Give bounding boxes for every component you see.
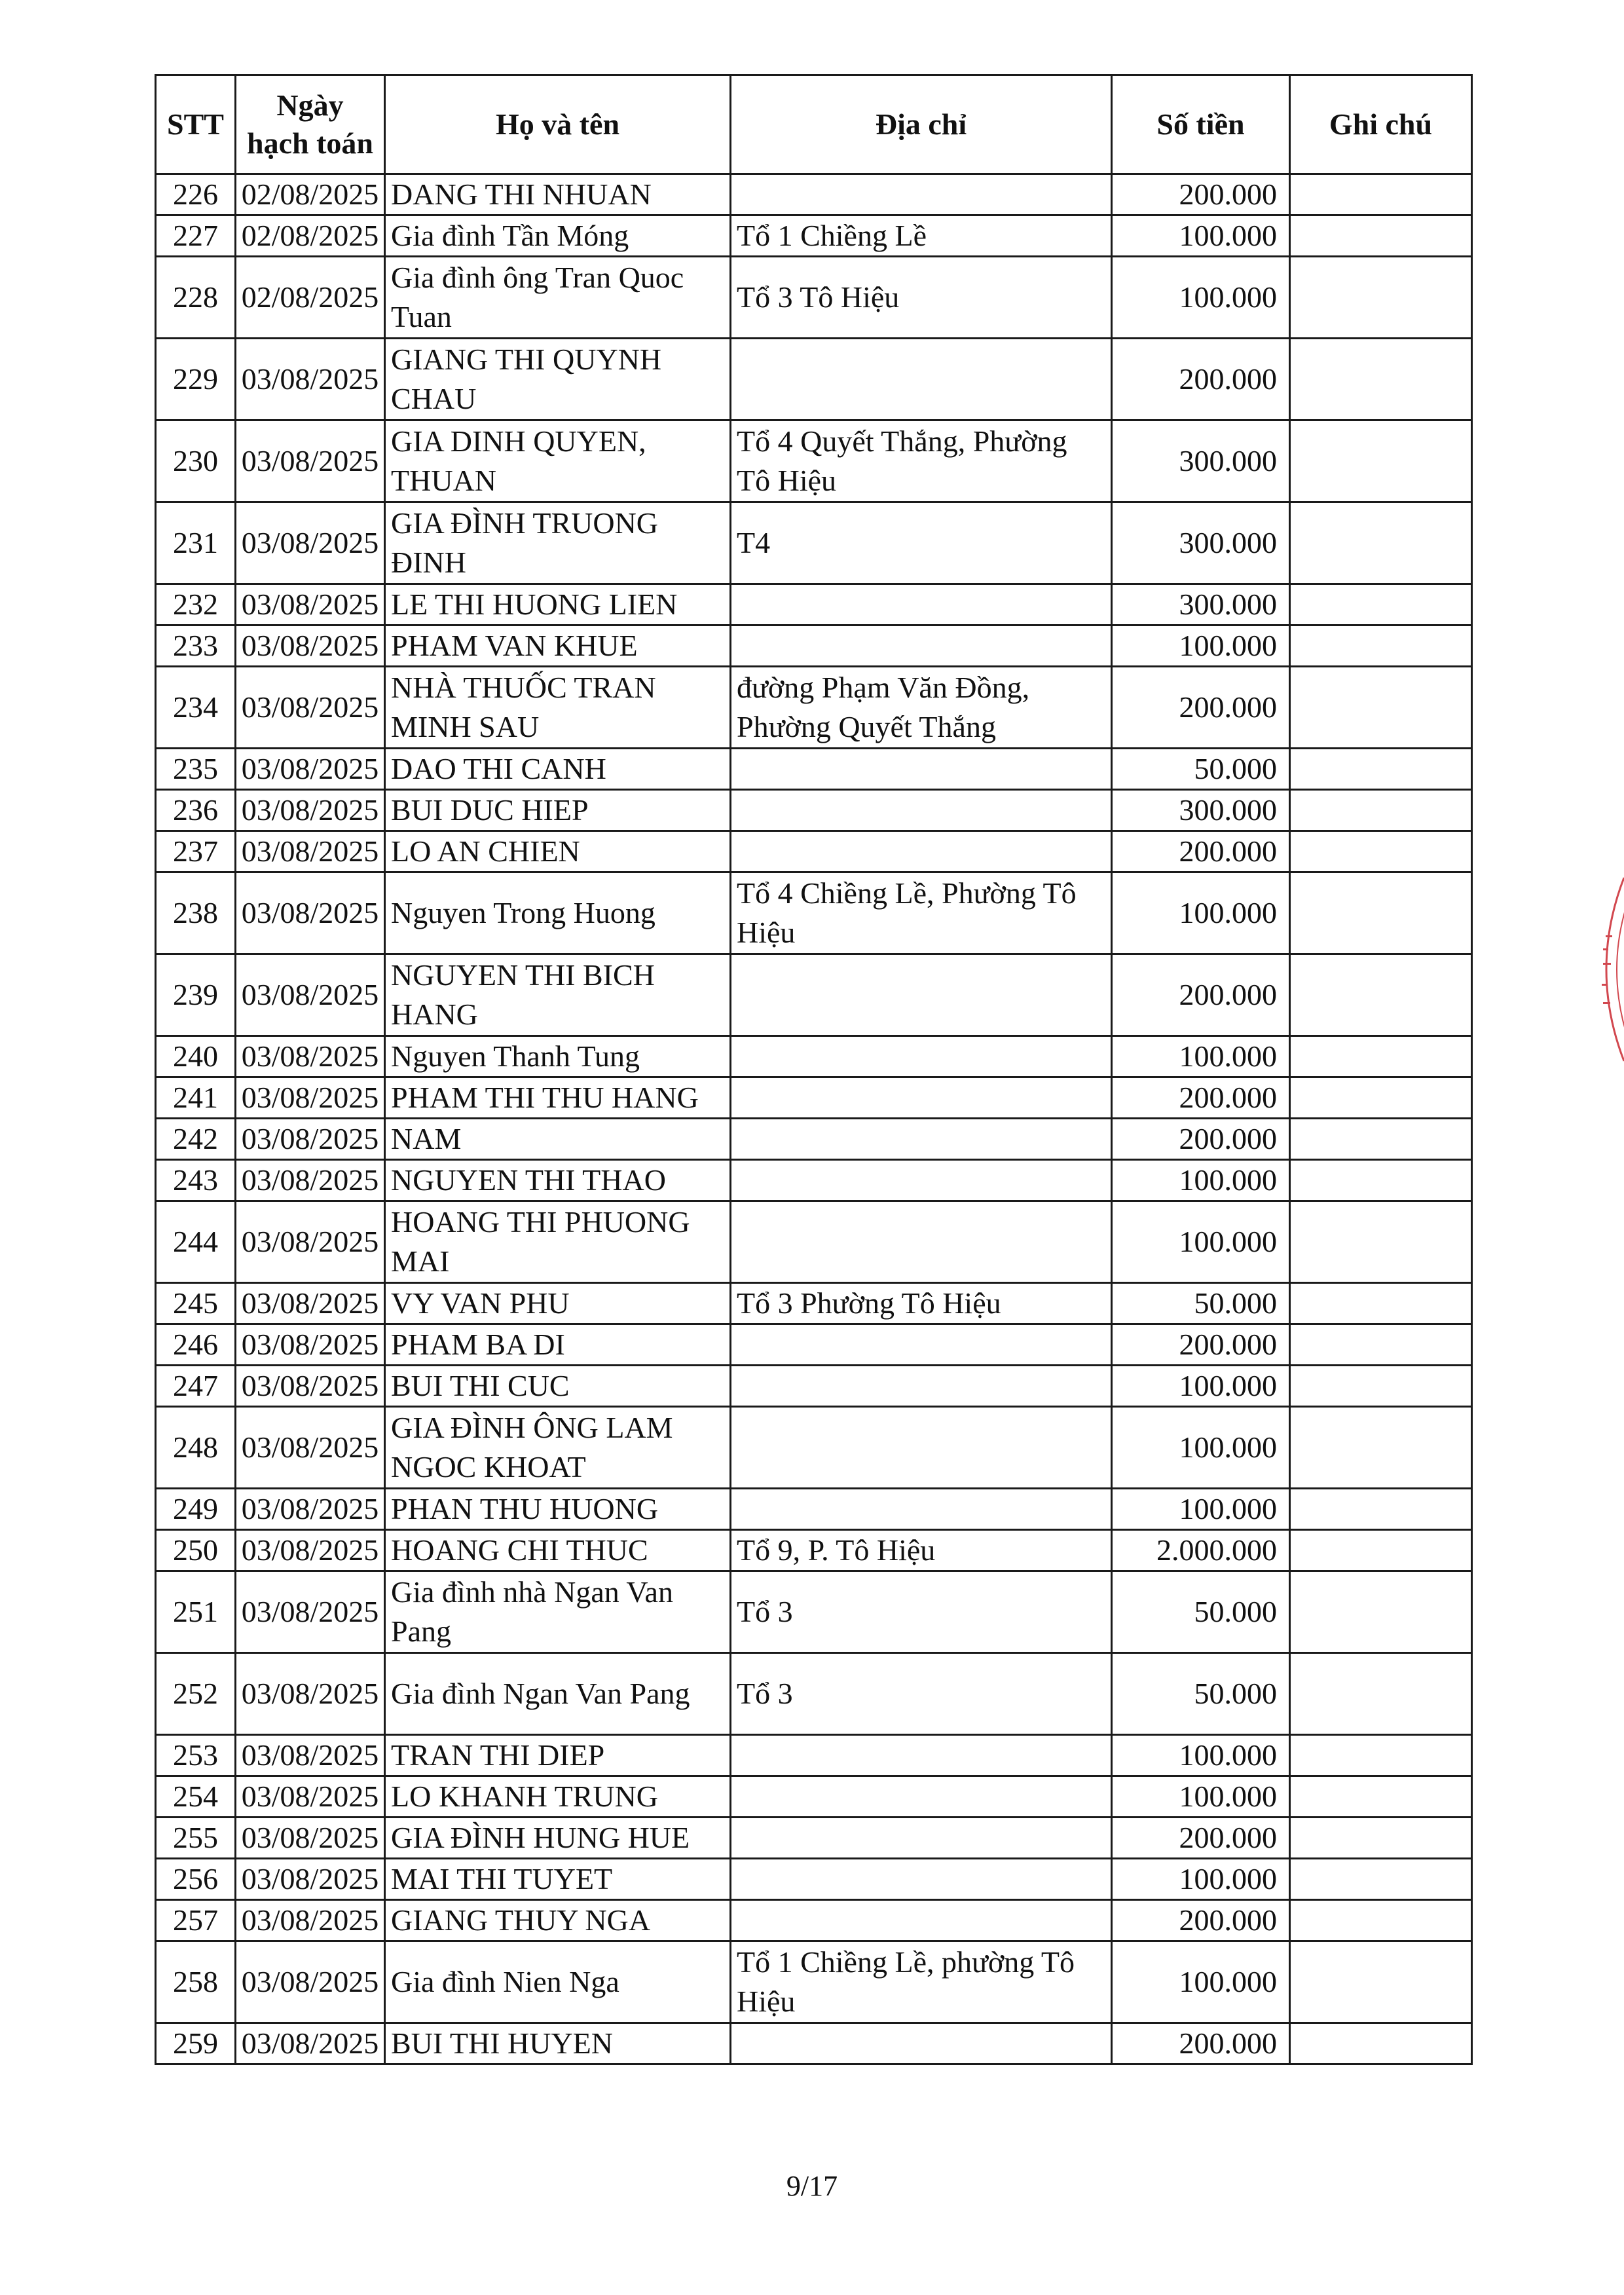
cell-amount: 100.000 (1112, 1201, 1290, 1283)
cell-stt: 252 (156, 1653, 236, 1735)
cell-stt: 247 (156, 1366, 236, 1407)
cell-date: 03/08/2025 (236, 1407, 385, 1489)
cell-stt: 258 (156, 1941, 236, 2023)
cell-note (1290, 625, 1472, 667)
cell-name: Nguyen Thanh Tung (385, 1036, 731, 1077)
cell-name: GIA ĐÌNH TRUONG ĐINH (385, 502, 731, 584)
cell-amount: 300.000 (1112, 790, 1290, 831)
cell-note (1290, 1818, 1472, 1859)
cell-name: BUI THI CUC (385, 1366, 731, 1407)
cell-name: DAO THI CANH (385, 749, 731, 790)
cell-stt: 241 (156, 1077, 236, 1119)
cell-date: 03/08/2025 (236, 872, 385, 954)
cell-address (731, 749, 1112, 790)
cell-date: 03/08/2025 (236, 1119, 385, 1160)
cell-stt: 242 (156, 1119, 236, 1160)
cell-note (1290, 1283, 1472, 1324)
header-date-line2: hạch toán (247, 126, 373, 160)
cell-amount: 200.000 (1112, 174, 1290, 215)
header-row (156, 75, 1472, 174)
cell-note (1290, 1900, 1472, 1941)
cell-amount: 300.000 (1112, 502, 1290, 584)
cell-address: Tổ 1 Chiềng Lề (731, 215, 1112, 257)
cell-date: 03/08/2025 (236, 954, 385, 1036)
cell-stt: 233 (156, 625, 236, 667)
cell-address: Tổ 3 (731, 1571, 1112, 1653)
cell-name: GIA ĐÌNH ÔNG LAM NGOC KHOAT (385, 1407, 731, 1489)
cell-name: PHAN THU HUONG (385, 1489, 731, 1530)
table-row (156, 625, 1472, 667)
cell-address (731, 584, 1112, 625)
cell-stt: 231 (156, 502, 236, 584)
cell-date: 03/08/2025 (236, 1900, 385, 1941)
cell-note (1290, 1160, 1472, 1201)
table-row (156, 667, 1472, 749)
cell-amount: 100.000 (1112, 1036, 1290, 1077)
cell-address: Tổ 4 Chiềng Lề, Phường Tô Hiệu (731, 872, 1112, 954)
cell-stt: 248 (156, 1407, 236, 1489)
cell-note (1290, 954, 1472, 1036)
cell-address: T4 (731, 502, 1112, 584)
cell-date: 03/08/2025 (236, 1653, 385, 1735)
cell-note (1290, 174, 1472, 215)
cell-amount: 200.000 (1112, 1077, 1290, 1119)
cell-note (1290, 2023, 1472, 2064)
cell-amount: 100.000 (1112, 1489, 1290, 1530)
cell-amount: 100.000 (1112, 1160, 1290, 1201)
table-row (156, 1571, 1472, 1653)
cell-date: 03/08/2025 (236, 584, 385, 625)
cell-address (731, 1818, 1112, 1859)
cell-amount: 300.000 (1112, 584, 1290, 625)
cell-address (731, 1366, 1112, 1407)
cell-name: DANG THI NHUAN (385, 174, 731, 215)
cell-date: 03/08/2025 (236, 502, 385, 584)
cell-address (731, 1119, 1112, 1160)
cell-date: 03/08/2025 (236, 2023, 385, 2064)
cell-amount: 50.000 (1112, 1653, 1290, 1735)
table-row (156, 1036, 1472, 1077)
cell-address (731, 1077, 1112, 1119)
cell-stt: 256 (156, 1859, 236, 1900)
cell-note (1290, 749, 1472, 790)
cell-name: MAI THI TUYET (385, 1859, 731, 1900)
table-row (156, 1077, 1472, 1119)
table-row (156, 1119, 1472, 1160)
table-row (156, 790, 1472, 831)
cell-name: GIANG THUY NGA (385, 1900, 731, 1941)
cell-address (731, 831, 1112, 872)
cell-stt: 237 (156, 831, 236, 872)
table-row (156, 1160, 1472, 1201)
table-row (156, 1530, 1472, 1571)
cell-amount: 100.000 (1112, 872, 1290, 954)
cell-date: 03/08/2025 (236, 1201, 385, 1283)
cell-amount: 200.000 (1112, 1818, 1290, 1859)
table-row (156, 1489, 1472, 1530)
cell-date: 03/08/2025 (236, 667, 385, 749)
table-row (156, 1941, 1472, 2023)
table-row (156, 420, 1472, 502)
header-amount: Số tiền (1112, 75, 1290, 174)
cell-address (731, 954, 1112, 1036)
cell-date: 03/08/2025 (236, 1530, 385, 1571)
cell-note (1290, 1324, 1472, 1366)
cell-address: đường Phạm Văn Đồng, Phường Quyết Thắng (731, 667, 1112, 749)
cell-address (731, 1489, 1112, 1530)
cell-name: HOANG THI PHUONG MAI (385, 1201, 731, 1283)
cell-amount: 200.000 (1112, 1900, 1290, 1941)
cell-name: GIA DINH QUYEN, THUAN (385, 420, 731, 502)
table-row (156, 1283, 1472, 1324)
cell-name: GIA ĐÌNH HUNG HUE (385, 1818, 731, 1859)
cell-note (1290, 1571, 1472, 1653)
cell-stt: 229 (156, 339, 236, 420)
table-row (156, 1900, 1472, 1941)
cell-stt: 245 (156, 1283, 236, 1324)
cell-name: Gia đình Tần Móng (385, 215, 731, 257)
cell-address (731, 1776, 1112, 1818)
table-row (156, 1776, 1472, 1818)
cell-name: NGUYEN THI BICH HANG (385, 954, 731, 1036)
cell-address: Tổ 3 Tô Hiệu (731, 257, 1112, 339)
cell-stt: 246 (156, 1324, 236, 1366)
cell-note (1290, 257, 1472, 339)
cell-address (731, 1036, 1112, 1077)
cell-name: NGUYEN THI THAO (385, 1160, 731, 1201)
cell-note (1290, 1859, 1472, 1900)
cell-date: 03/08/2025 (236, 1571, 385, 1653)
cell-date: 03/08/2025 (236, 1283, 385, 1324)
table-row (156, 872, 1472, 954)
cell-note (1290, 1036, 1472, 1077)
cell-date: 03/08/2025 (236, 749, 385, 790)
cell-note (1290, 1653, 1472, 1735)
cell-stt: 226 (156, 174, 236, 215)
cell-stt: 234 (156, 667, 236, 749)
cell-address: Tổ 3 (731, 1653, 1112, 1735)
cell-amount: 200.000 (1112, 831, 1290, 872)
table-row (156, 2023, 1472, 2064)
cell-amount: 100.000 (1112, 1366, 1290, 1407)
header-address: Địa chỉ (731, 75, 1112, 174)
cell-amount: 200.000 (1112, 2023, 1290, 2064)
cell-amount: 100.000 (1112, 1776, 1290, 1818)
cell-note (1290, 1735, 1472, 1776)
cell-name: HOANG CHI THUC (385, 1530, 731, 1571)
cell-amount: 100.000 (1112, 625, 1290, 667)
cell-address (731, 1735, 1112, 1776)
cell-stt: 235 (156, 749, 236, 790)
header-stt: STT (156, 75, 236, 174)
table-row (156, 174, 1472, 215)
cell-stt: 249 (156, 1489, 236, 1530)
cell-address: Tổ 1 Chiềng Lề, phường Tô Hiệu (731, 1941, 1112, 2023)
cell-stt: 238 (156, 872, 236, 954)
cell-stt: 240 (156, 1036, 236, 1077)
cell-amount: 100.000 (1112, 215, 1290, 257)
cell-date: 03/08/2025 (236, 339, 385, 420)
cell-name: BUI THI HUYEN (385, 2023, 731, 2064)
header-date-line1: Ngày (276, 88, 344, 122)
cell-stt: 253 (156, 1735, 236, 1776)
cell-address (731, 625, 1112, 667)
cell-date: 02/08/2025 (236, 174, 385, 215)
table-row (156, 215, 1472, 257)
cell-address (731, 1324, 1112, 1366)
cell-name: Gia đình Ngan Van Pang (385, 1653, 731, 1735)
cell-address (731, 1900, 1112, 1941)
cell-name: BUI DUC HIEP (385, 790, 731, 831)
table-row (156, 1201, 1472, 1283)
cell-address (731, 2023, 1112, 2064)
header-name: Họ và tên (385, 75, 731, 174)
cell-date: 03/08/2025 (236, 625, 385, 667)
cell-address (731, 1407, 1112, 1489)
cell-stt: 227 (156, 215, 236, 257)
cell-stt: 239 (156, 954, 236, 1036)
cell-name: Nguyen Trong Huong (385, 872, 731, 954)
cell-note (1290, 1489, 1472, 1530)
cell-date: 03/08/2025 (236, 790, 385, 831)
cell-amount: 2.000.000 (1112, 1530, 1290, 1571)
cell-date: 03/08/2025 (236, 1735, 385, 1776)
cell-name: TRAN THI DIEP (385, 1735, 731, 1776)
cell-name: PHAM VAN KHUE (385, 625, 731, 667)
cell-stt: 232 (156, 584, 236, 625)
cell-amount: 100.000 (1112, 1407, 1290, 1489)
cell-amount: 200.000 (1112, 1324, 1290, 1366)
cell-name: PHAM THI THU HANG (385, 1077, 731, 1119)
cell-date: 03/08/2025 (236, 1036, 385, 1077)
cell-amount: 300.000 (1112, 420, 1290, 502)
cell-name: Gia đình nhà Ngan Van Pang (385, 1571, 731, 1653)
table-row (156, 584, 1472, 625)
red-seal-stamp-fragment (1583, 871, 1624, 1068)
cell-note (1290, 667, 1472, 749)
cell-amount: 100.000 (1112, 257, 1290, 339)
cell-date: 02/08/2025 (236, 215, 385, 257)
table-row (156, 1818, 1472, 1859)
cell-name: VY VAN PHU (385, 1283, 731, 1324)
cell-note (1290, 215, 1472, 257)
cell-note (1290, 1077, 1472, 1119)
cell-note (1290, 1776, 1472, 1818)
cell-note (1290, 1407, 1472, 1489)
table-row (156, 502, 1472, 584)
cell-note (1290, 584, 1472, 625)
table-row (156, 1653, 1472, 1735)
cell-amount: 200.000 (1112, 954, 1290, 1036)
cell-name: GIANG THI QUYNH CHAU (385, 339, 731, 420)
cell-note (1290, 1366, 1472, 1407)
cell-date: 02/08/2025 (236, 257, 385, 339)
cell-name: Gia đình Nien Nga (385, 1941, 731, 2023)
page-number: 9/17 (786, 2170, 838, 2202)
cell-stt: 244 (156, 1201, 236, 1283)
cell-name: NAM (385, 1119, 731, 1160)
header-date (236, 75, 385, 174)
cell-address (731, 174, 1112, 215)
table-row (156, 1366, 1472, 1407)
cell-amount: 50.000 (1112, 1283, 1290, 1324)
cell-name: Gia đình ông Tran Quoc Tuan (385, 257, 731, 339)
cell-note (1290, 420, 1472, 502)
table-row (156, 954, 1472, 1036)
table-row (156, 1407, 1472, 1489)
cell-amount: 200.000 (1112, 667, 1290, 749)
cell-name: LE THI HUONG LIEN (385, 584, 731, 625)
cell-date: 03/08/2025 (236, 1366, 385, 1407)
table-row (156, 1735, 1472, 1776)
cell-note (1290, 502, 1472, 584)
cell-amount: 100.000 (1112, 1735, 1290, 1776)
cell-amount: 100.000 (1112, 1859, 1290, 1900)
cell-address (731, 1859, 1112, 1900)
cell-address (731, 790, 1112, 831)
cell-amount: 50.000 (1112, 1571, 1290, 1653)
table-row (156, 749, 1472, 790)
cell-address: Tổ 4 Quyết Thắng, Phường Tô Hiệu (731, 420, 1112, 502)
cell-stt: 243 (156, 1160, 236, 1201)
cell-stt: 254 (156, 1776, 236, 1818)
cell-name: PHAM BA DI (385, 1324, 731, 1366)
cell-date: 03/08/2025 (236, 831, 385, 872)
cell-date: 03/08/2025 (236, 1489, 385, 1530)
table-row (156, 339, 1472, 420)
cell-date: 03/08/2025 (236, 1818, 385, 1859)
table-row (156, 257, 1472, 339)
cell-amount: 200.000 (1112, 339, 1290, 420)
cell-note (1290, 790, 1472, 831)
cell-stt: 255 (156, 1818, 236, 1859)
cell-stt: 230 (156, 420, 236, 502)
cell-date: 03/08/2025 (236, 1776, 385, 1818)
cell-amount: 50.000 (1112, 749, 1290, 790)
cell-date: 03/08/2025 (236, 1859, 385, 1900)
cell-address (731, 1160, 1112, 1201)
cell-date: 03/08/2025 (236, 420, 385, 502)
cell-note (1290, 339, 1472, 420)
cell-name: LO KHANH TRUNG (385, 1776, 731, 1818)
cell-amount: 100.000 (1112, 1941, 1290, 2023)
cell-note (1290, 1530, 1472, 1571)
table-row (156, 1859, 1472, 1900)
cell-date: 03/08/2025 (236, 1077, 385, 1119)
cell-address: Tổ 3 Phường Tô Hiệu (731, 1283, 1112, 1324)
cell-stt: 228 (156, 257, 236, 339)
cell-stt: 236 (156, 790, 236, 831)
table-row (156, 1324, 1472, 1366)
cell-stt: 259 (156, 2023, 236, 2064)
cell-note (1290, 872, 1472, 954)
cell-address: Tổ 9, P. Tô Hiệu (731, 1530, 1112, 1571)
cell-stt: 251 (156, 1571, 236, 1653)
cell-address (731, 339, 1112, 420)
cell-name: NHÀ THUỐC TRAN MINH SAU (385, 667, 731, 749)
cell-address (731, 1201, 1112, 1283)
cell-note (1290, 1941, 1472, 2023)
table-row (156, 831, 1472, 872)
cell-name: LO AN CHIEN (385, 831, 731, 872)
cell-stt: 257 (156, 1900, 236, 1941)
cell-note (1290, 1201, 1472, 1283)
header-note: Ghi chú (1290, 75, 1472, 174)
cell-stt: 250 (156, 1530, 236, 1571)
cell-date: 03/08/2025 (236, 1160, 385, 1201)
donation-ledger-table (155, 74, 1473, 2065)
ledger-body (156, 174, 1472, 2064)
cell-note (1290, 831, 1472, 872)
cell-note (1290, 1119, 1472, 1160)
cell-amount: 200.000 (1112, 1119, 1290, 1160)
cell-date: 03/08/2025 (236, 1324, 385, 1366)
cell-date: 03/08/2025 (236, 1941, 385, 2023)
